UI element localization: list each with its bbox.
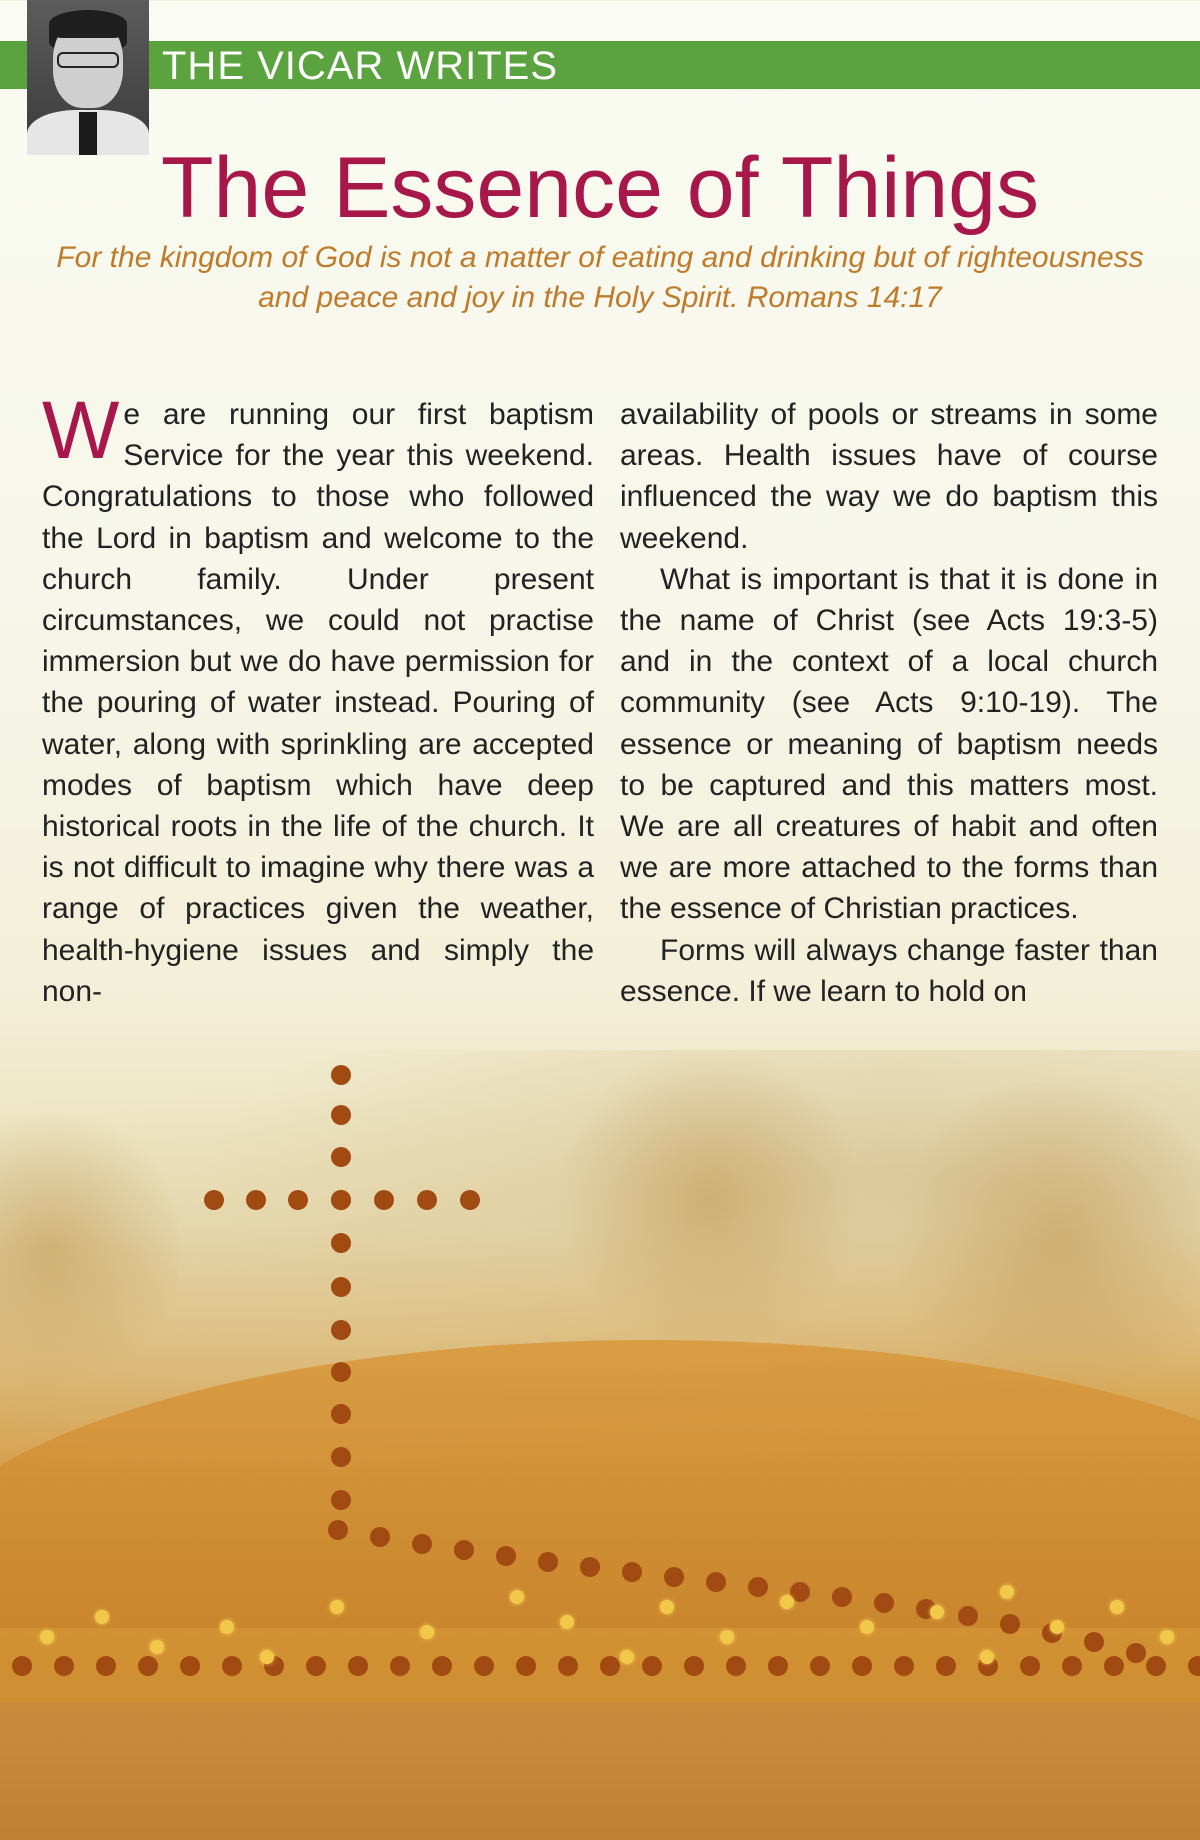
cross-dot xyxy=(810,1656,830,1676)
cross-dot xyxy=(331,1277,351,1297)
cross-dot xyxy=(894,1656,914,1676)
cross-dot xyxy=(852,1656,872,1676)
cross-dot xyxy=(642,1656,662,1676)
flower xyxy=(620,1650,634,1664)
cross-dot xyxy=(622,1562,642,1582)
cross-dot xyxy=(348,1656,368,1676)
drop-cap: W xyxy=(42,385,120,476)
cross-dot xyxy=(331,1362,351,1382)
cross-dot xyxy=(331,1447,351,1467)
paragraph: What is important is that it is done in the name of Christ (see Acts 19:3-5) and in the context of a local church community (see Acts 9:10-19). The essence or meaning of baptism needs to be captured and this matters most. We are all creatures of habit and often we are more attached to the forms than the essence of Christian practices. xyxy=(620,562,1158,926)
cross-dot xyxy=(12,1656,32,1676)
flower xyxy=(330,1600,344,1614)
cross-dot xyxy=(496,1546,516,1566)
paragraph: availability of pools or streams in some areas. Health issues have of course influenced the way we do baptism this weekend. xyxy=(620,398,1158,555)
cross-dot xyxy=(460,1190,480,1210)
flower xyxy=(40,1630,54,1644)
cross-dot xyxy=(432,1656,452,1676)
cross-dot xyxy=(331,1105,351,1125)
flower xyxy=(420,1625,434,1639)
article-column-left xyxy=(42,385,594,1012)
cross-dot xyxy=(936,1656,956,1676)
cross-dot xyxy=(706,1572,726,1592)
flower xyxy=(1050,1620,1064,1634)
flower xyxy=(510,1590,524,1604)
flower xyxy=(980,1650,994,1664)
flower xyxy=(860,1620,874,1634)
cross-dot xyxy=(222,1656,242,1676)
cross-dot xyxy=(600,1656,620,1676)
cross-dot xyxy=(204,1190,224,1210)
flower xyxy=(660,1600,674,1614)
cross-dot xyxy=(874,1593,894,1613)
flower xyxy=(1110,1600,1124,1614)
cross-dot xyxy=(246,1190,266,1210)
cross-dot xyxy=(1146,1656,1166,1676)
cross-dot xyxy=(474,1656,494,1676)
cross-dot xyxy=(726,1656,746,1676)
cross-dot xyxy=(180,1656,200,1676)
flower xyxy=(720,1630,734,1644)
flower xyxy=(1160,1630,1174,1644)
cross-dot xyxy=(958,1606,978,1626)
background-hill xyxy=(0,1340,1200,1840)
cross-dot xyxy=(684,1656,704,1676)
flower xyxy=(780,1595,794,1609)
cross-dot xyxy=(54,1656,74,1676)
cross-dot xyxy=(331,1065,351,1085)
cross-dot xyxy=(768,1656,788,1676)
article-title: The Essence of Things xyxy=(160,140,1039,236)
cross-dot xyxy=(1126,1643,1146,1663)
flower xyxy=(95,1610,109,1624)
cross-dot xyxy=(412,1534,432,1554)
flower xyxy=(220,1620,234,1634)
cross-dot xyxy=(454,1540,474,1560)
paragraph xyxy=(42,385,594,1012)
flower xyxy=(560,1615,574,1629)
cross-dot xyxy=(96,1656,116,1676)
cross-dot xyxy=(331,1320,351,1340)
cross-dot xyxy=(1000,1614,1020,1634)
cross-dot xyxy=(580,1557,600,1577)
cross-dot xyxy=(328,1520,348,1540)
cross-dot xyxy=(374,1190,394,1210)
paragraph: Forms will always change faster than essence. If we learn to hold on xyxy=(620,933,1158,1008)
cross-dot xyxy=(306,1656,326,1676)
paragraph-text: e are running our first baptism Service for the year this weekend. Congratulations to those who followed the Lord in baptism and welcome to the church family. Under present circumstances, we could not practise immersion but we do have permission for the pouring of water instead. Pouring of water, along with sprinkling are accepted modes of baptism which have deep historical roots in the life of the church. It is not difficult to imagine why there was a range of practices given the weather, health-hygiene issues and simply the non- xyxy=(42,398,594,1008)
cross-dot xyxy=(1104,1656,1124,1676)
cross-dot xyxy=(1020,1656,1040,1676)
cross-dot xyxy=(331,1190,351,1210)
cross-dot xyxy=(331,1490,351,1510)
background-tree-blur xyxy=(560,1040,860,1360)
vicar-portrait xyxy=(27,0,149,155)
cross-dot xyxy=(331,1404,351,1424)
cross-dot xyxy=(331,1147,351,1167)
cross-dot xyxy=(1084,1632,1104,1652)
cross-dot xyxy=(331,1233,351,1253)
cross-dot xyxy=(390,1656,410,1676)
flower xyxy=(1000,1585,1014,1599)
flower xyxy=(260,1650,274,1664)
cross-dot xyxy=(288,1190,308,1210)
cross-dot xyxy=(538,1552,558,1572)
section-label: THE VICAR WRITES xyxy=(162,44,559,88)
cross-dot xyxy=(516,1656,536,1676)
cross-dot xyxy=(138,1656,158,1676)
cross-dot xyxy=(664,1567,684,1587)
article-column-right xyxy=(620,394,1158,1012)
cross-dot xyxy=(1062,1656,1082,1676)
cross-dot xyxy=(558,1656,578,1676)
scripture-verse: For the kingdom of God is not a matter of eating and drinking but of righteousness and peace and joy in the Holy Spirit. Romans 14:17 xyxy=(56,241,1144,314)
cross-dot xyxy=(832,1587,852,1607)
cross-dot xyxy=(748,1577,768,1597)
cross-dot xyxy=(370,1527,390,1547)
flower xyxy=(930,1605,944,1619)
flower xyxy=(150,1640,164,1654)
cross-dot xyxy=(417,1190,437,1210)
